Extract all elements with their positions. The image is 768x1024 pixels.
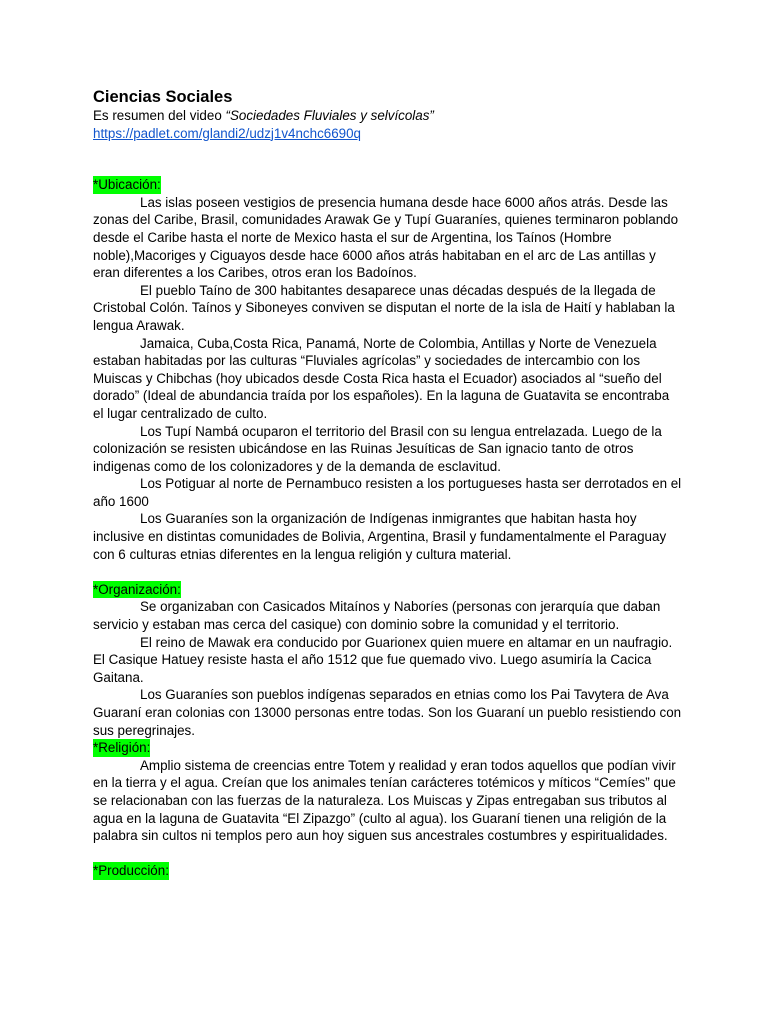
paragraph: Los Potiguar al norte de Pernambuco resisten a los portugueses hasta ser derrotados en el año 1600 <box>93 476 682 509</box>
section-organizacion <box>93 581 683 739</box>
section-religion <box>93 739 683 845</box>
subtitle-prefix: Es resumen del video <box>93 108 226 123</box>
document-subtitle <box>93 107 683 125</box>
section-heading-produccion: *Producción: <box>93 863 169 879</box>
spacer <box>93 845 683 863</box>
section-ubicacion <box>93 176 683 563</box>
section-heading-religion: *Religión: <box>93 740 151 756</box>
paragraph: Amplio sistema de creencias entre Totem y realidad y eran todos aquellos que podían vivir en la tierra y el agua. Creían que los animales tenían carácteres totémicos y míticos “Cemíes” que se relacionaban con las fuerzas de la naturaleza. Los Muiscas y Zipas entregaban sus tributos al agua en la laguna de Guatavita “El Zipazgo” (culto al agua). los Guaraní tienen una religión de la palabra sin cultos ni templos pero aun hoy siguen sus ancestrales costumbres y espiritualidades. <box>93 757 676 844</box>
paragraph: Jamaica, Cuba,Costa Rica, Panamá, Norte de Colombia, Antillas y Norte de Venezuela estaban habitadas por las culturas “Fluviales agrícolas” y sociedades de intercambio con los Muiscas y Chibchas (hoy ubicados desde Costa Rica hasta el Ecuador) asociados al “sueño del dorado” (Ideal de abundancia traída por los españoles). En la laguna de Guatavita se encontraba el lugar centralizado de culto. <box>93 335 670 421</box>
section-heading-ubicacion: *Ubicación: <box>93 177 161 193</box>
spacer <box>93 142 683 176</box>
paragraph: Los Guaraníes son pueblos indígenas separados en etnias como los Pai Tavytera de Ava Guaraní eran colonias con 13000 personas entre todas. Son los Guaraní un pueblo resistiendo con sus peregrinajes. <box>93 687 682 738</box>
document-title: Ciencias Sociales <box>93 88 233 106</box>
subtitle-video-title: “Sociedades Fluviales y selvícolas” <box>225 108 434 123</box>
document-page <box>93 87 683 880</box>
spacer <box>93 563 683 581</box>
padlet-link[interactable]: https://padlet.com/glandi2/udzj1v4nchc6690q <box>93 125 361 141</box>
paragraph: Los Tupí Nambá ocuparon el territorio del Brasil con su lengua entrelazada. Luego de la colonización se resisten ubicándose en las Ruinas Jesuíticas de San ignacio tanto de otros indigenas como de los colonizadores y de la demanda de esclavitud. <box>93 423 662 474</box>
paragraph: Los Guaraníes son la organización de Indígenas inmigrantes que habitan hasta hoy inclusive en distintas comunidades de Bolivia, Argentina, Brasil y fundamentalmente el Paraguay con 6 culturas etnias diferentes en la lengua religión y cultura material. <box>93 511 667 562</box>
paragraph: El pueblo Taíno de 300 habitantes desaparece unas décadas después de la llegada de Cristobal Colón. Taínos y Siboneyes conviven se disputan el norte de la isla de Haití y hablaban la lengua Arawak. <box>93 282 675 333</box>
section-heading-organizacion: *Organización: <box>93 581 181 597</box>
section-produccion <box>93 862 683 880</box>
paragraph: Las islas poseen vestigios de presencia humana desde hace 6000 años atrás. Desde las zonas del Caribe, Brasil, comunidades Arawak Ge y Tupí Guaraníes, quienes terminaron poblando desde el Caribe hasta el norte de Mexico hasta el sur de Argentina, los Taínos (Hombre noble),Macoriges y Ciguayos desde hace 6000 años atrás habitaban en el arc de Las antillas y eran diferentes a los Caribes, otros eran los Badoínos. <box>93 194 679 281</box>
paragraph: Se organizaban con Casicados Mitaínos y Naboríes (personas con jerarquía que daban servicio y estaban mas cerca del casique) con dominio sobre la comunidad y el territorio. <box>93 599 661 633</box>
paragraph: El reino de Mawak era conducido por Guarionex quien muere en altamar en un naufragio. El Casique Hatuey resiste hasta el año 1512 que fue quemado vivo. Luego asumiría la Cacica Gaitana. <box>93 634 673 685</box>
